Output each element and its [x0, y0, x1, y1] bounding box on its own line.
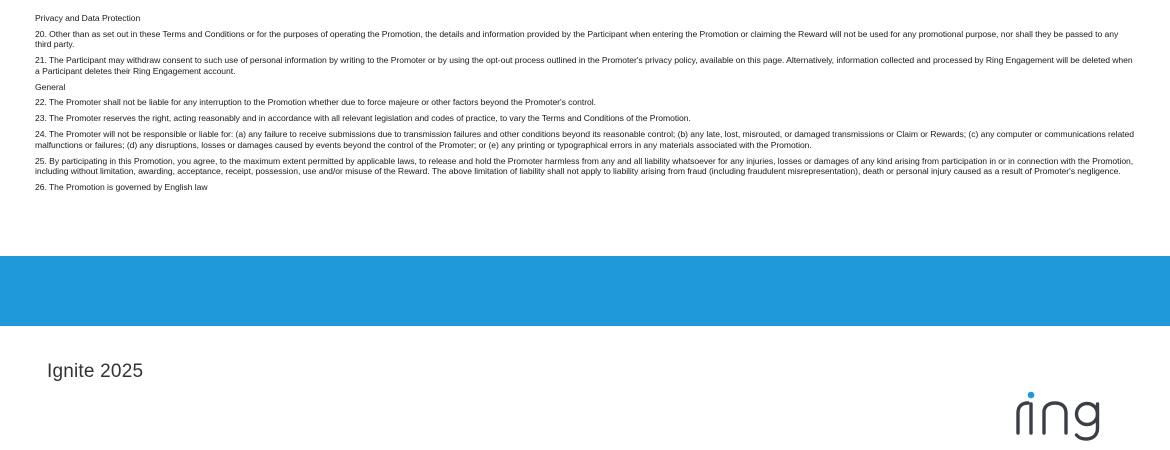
- ring-logo: [1014, 384, 1139, 444]
- footer-title: Ignite 2025: [47, 361, 144, 382]
- blue-banner: [0, 256, 1170, 326]
- clause-24: 24. The Promoter will not be responsible or liable for: (a) any failure to receive submissions due to transmission failures and other conditions beyond its reasonable control; (b) any late, lost, misrouted, or damaged transmissions or Claim or Rewards; (c) any computer or communications related malfunctions or failures; (d) any disruptions, losses or damages caused by events beyond the control of the Promoter; or (e) any printing or typographical errors in any materials associated with the Promotion.: [35, 129, 1134, 150]
- terms-and-conditions: [35, 13, 1135, 198]
- clause-25: 25. By participating in this Promotion, you agree, to the maximum extent permitted by applicable laws, to release and hold the Promoter harmless from any and all liability whatsoever for any injuries, losses or damages of any kind arising from participation in or in connection with the Promotion, including without limitation, awarding, acceptance, receipt, possession, use and/or misuse of the Reward. The above limitation of liability shall not apply to liability arising from fraud (including fraudulent misrepresentation), death or personal injury caused as a result of Promoter's negligence.: [35, 155, 1134, 176]
- clause-23: 23. The Promoter reserves the right, acting reasonably and in accordance with all relevant legislation and codes of practice, to vary the Terms and Conditions of the Promotion.: [35, 113, 691, 123]
- clause-20: 20. Other than as set out in these Terms and Conditions or for the purposes of operating the Promotion, the details and information provided by the Participant when entering the Promotion or claiming the Reward will not be used for any promotional purpose, nor shall they be passed to any third party.: [35, 28, 1119, 49]
- logo-letter-r: [1018, 403, 1028, 433]
- logo-dot: [1028, 392, 1035, 399]
- logo-letter-g-bowl: [1077, 404, 1098, 425]
- clause-26: 26. The Promotion is governed by English law: [35, 182, 208, 192]
- privacy-heading: Privacy and Data Protection: [35, 13, 141, 23]
- clause-21: 21. The Participant may withdraw consent to such use of personal information by writing to the Promoter or by using the opt-out process outlined in the Promoter's privacy policy, available on this page. Alternatively, information collected and processed by Ring Engagement will be deleted when a Participant deletes their Ring Engagement account.: [35, 55, 1133, 76]
- general-heading: General: [35, 81, 66, 92]
- clause-22: 22. The Promoter shall not be liable for any interruption to the Promotion whether due to force majeure or other factors beyond the Promoter's control.: [35, 97, 596, 107]
- logo-letter-n: [1044, 403, 1066, 433]
